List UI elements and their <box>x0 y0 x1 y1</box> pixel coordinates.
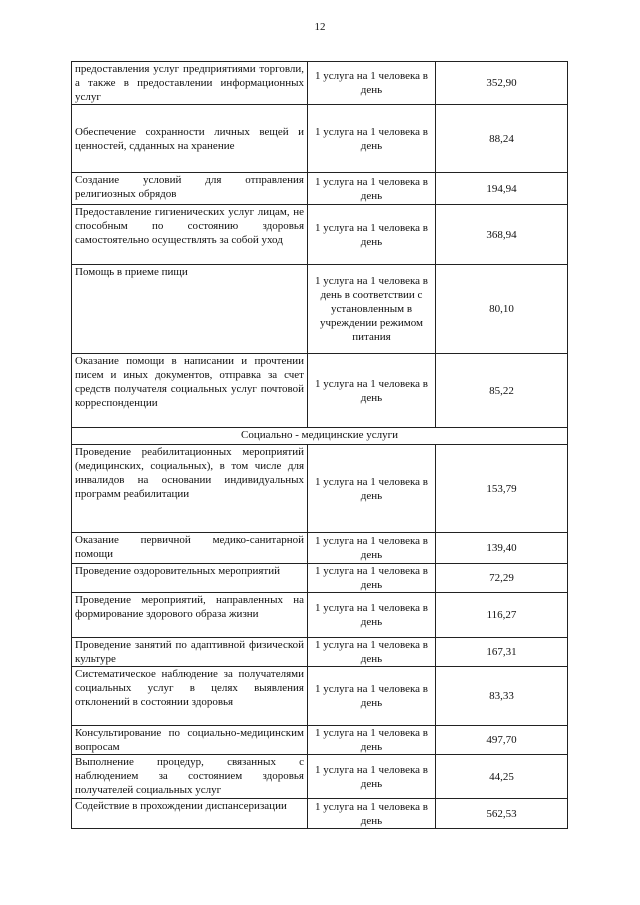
service-name: Содействие в прохождении диспансеризации <box>72 799 308 829</box>
service-unit: 1 услуга на 1 человека в день <box>308 593 436 638</box>
table-row <box>72 265 568 354</box>
service-name: Оказание помощи в написании и прочтении писем и иных документов, отправка за счет средств получателя социальных услуг почтовой корреспонденции <box>72 354 308 428</box>
service-unit: 1 услуга на 1 человека в день <box>308 755 436 799</box>
service-unit: 1 услуга на 1 человека в день <box>308 726 436 755</box>
table-row <box>72 564 568 593</box>
service-price: 88,24 <box>436 105 568 173</box>
service-name: Проведение реабилитационных мероприятий (медицинских, социальных), в том числе для инвалидов на основании индивидуальных программ реабилитации <box>72 445 308 533</box>
service-price: 83,33 <box>436 667 568 726</box>
service-unit: 1 услуга на 1 человека в день <box>308 799 436 829</box>
table-row <box>72 173 568 205</box>
service-price: 167,31 <box>436 638 568 667</box>
table-row <box>72 593 568 638</box>
service-name: предоставления услуг предприятиями торговли, а также в предоставлении информационных услуг <box>72 62 308 105</box>
service-unit: 1 услуга на 1 человека в день <box>308 173 436 205</box>
service-unit: 1 услуга на 1 человека в день <box>308 354 436 428</box>
service-name: Оказание первичной медико-санитарной помощи <box>72 533 308 564</box>
service-name: Проведение мероприятий, направленных на формирование здорового образа жизни <box>72 593 308 638</box>
service-price: 44,25 <box>436 755 568 799</box>
service-price: 562,53 <box>436 799 568 829</box>
service-price: 352,90 <box>436 62 568 105</box>
service-unit: 1 услуга на 1 человека в день <box>308 667 436 726</box>
table-row <box>72 445 568 533</box>
table-row <box>72 799 568 829</box>
table-row <box>72 62 568 105</box>
table-row <box>72 726 568 755</box>
service-unit: 1 услуга на 1 человека в день <box>308 205 436 265</box>
service-name: Помощь в приеме пищи <box>72 265 308 354</box>
service-name: Предоставление гигиенических услуг лицам, не способным по состоянию здоровья самостоятельно осуществлять за собой уход <box>72 205 308 265</box>
table-row <box>72 354 568 428</box>
table-row <box>72 638 568 667</box>
service-price: 116,27 <box>436 593 568 638</box>
service-price: 497,70 <box>436 726 568 755</box>
service-unit: 1 услуга на 1 человека в день в соответствии с установленным в учреждении режимом питания <box>308 265 436 354</box>
service-price: 72,29 <box>436 564 568 593</box>
service-price: 368,94 <box>436 205 568 265</box>
service-unit: 1 услуга на 1 человека в день <box>308 445 436 533</box>
service-price: 139,40 <box>436 533 568 564</box>
table-row <box>72 533 568 564</box>
section-header-row <box>72 428 568 445</box>
service-name: Систематическое наблюдение за получателями социальных услуг в целях выявления отклонений в состоянии здоровья <box>72 667 308 726</box>
services-price-table <box>71 61 568 829</box>
service-unit: 1 услуга на 1 человека в день <box>308 564 436 593</box>
table-row <box>72 755 568 799</box>
section-title: Социально - медицинские услуги <box>72 428 568 445</box>
page-number: 12 <box>314 21 326 33</box>
service-name: Консультирование по социально-медицинским вопросам <box>72 726 308 755</box>
service-price: 194,94 <box>436 173 568 205</box>
table-row <box>72 205 568 265</box>
service-unit: 1 услуга на 1 человека в день <box>308 638 436 667</box>
service-unit: 1 услуга на 1 человека в день <box>308 533 436 564</box>
service-name: Обеспечение сохранности личных вещей и ценностей, сдданных на хранение <box>72 105 308 173</box>
service-unit: 1 услуга на 1 человека в день <box>308 62 436 105</box>
service-price: 85,22 <box>436 354 568 428</box>
table-row <box>72 667 568 726</box>
service-name: Проведение занятий по адаптивной физической культуре <box>72 638 308 667</box>
service-name: Создание условий для отправления религиозных обрядов <box>72 173 308 205</box>
service-name: Проведение оздоровительных мероприятий <box>72 564 308 593</box>
service-unit: 1 услуга на 1 человека в день <box>308 105 436 173</box>
table-row <box>72 105 568 173</box>
service-name: Выполнение процедур, связанных с наблюдением за состоянием здоровья получателей социальных услуг <box>72 755 308 799</box>
service-price: 80,10 <box>436 265 568 354</box>
service-price: 153,79 <box>436 445 568 533</box>
table-body <box>72 62 568 829</box>
